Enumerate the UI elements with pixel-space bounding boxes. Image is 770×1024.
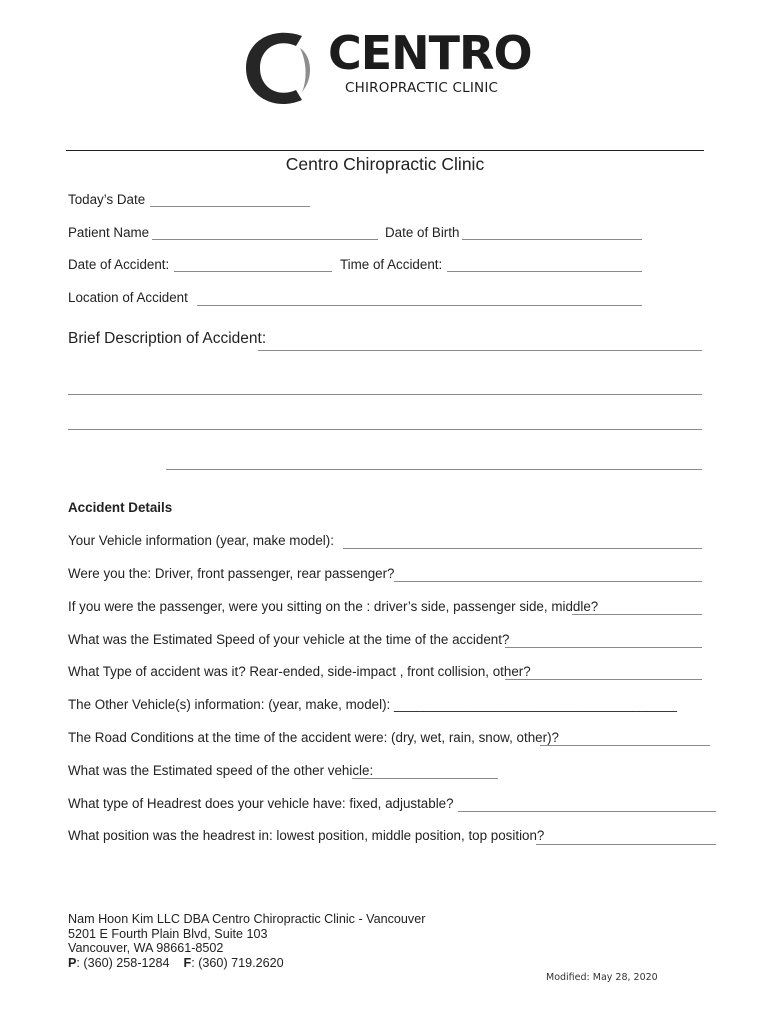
- brief-description-line-3[interactable]: [68, 429, 702, 430]
- modified-date: Modified: May 28, 2020: [546, 972, 658, 983]
- answer-other-speed[interactable]: [352, 778, 498, 779]
- footer-city-line: Vancouver, WA 98661-8502: [68, 941, 224, 955]
- question-headrest-position: What position was the headrest in: lowest position, middle position, top position?: [68, 828, 545, 843]
- brief-description-line-1[interactable]: [258, 350, 702, 351]
- patient-name-label: Patient Name: [68, 225, 150, 240]
- patient-name-field[interactable]: [152, 239, 378, 240]
- centro-c-logo-icon: [244, 28, 324, 108]
- date-of-birth-field[interactable]: [462, 239, 642, 240]
- time-of-accident-field[interactable]: [447, 271, 642, 272]
- question-road-conditions: The Road Conditions at the time of the accident were: (dry, wet, rain, snow, other)?: [68, 730, 559, 745]
- question-estimated-speed: What was the Estimated Speed of your vehicle at the time of the accident?: [68, 632, 510, 647]
- location-of-accident-label: Location of Accident: [68, 290, 188, 305]
- answer-road-conditions[interactable]: [540, 745, 710, 746]
- brief-description-line-4[interactable]: [166, 469, 702, 470]
- question-passenger-seat: If you were the passenger, were you sitting on the : driver’s side, passenger side, middle?: [68, 599, 599, 614]
- footer-street-line: 5201 E Fourth Plain Blvd, Suite 103: [68, 926, 268, 941]
- time-of-accident-label: Time of Accident:: [340, 257, 443, 272]
- document-title: Centro Chiropractic Clinic: [285, 154, 485, 174]
- answer-headrest-position[interactable]: [536, 844, 716, 845]
- fax-label: F: [183, 955, 192, 970]
- clinic-logo: [244, 28, 534, 108]
- question-other-speed: What was the Estimated speed of the other vehicle:: [68, 763, 374, 778]
- date-of-accident-label: Date of Accident:: [68, 257, 170, 272]
- phone-number: : (360) 258-1284: [76, 955, 170, 970]
- todays-date-label: Today’s Date: [68, 192, 146, 207]
- brief-description-line-2[interactable]: [68, 394, 702, 395]
- answer-estimated-speed[interactable]: [505, 647, 702, 648]
- answer-accident-type[interactable]: [505, 679, 702, 680]
- accident-details-heading: Accident Details: [68, 500, 173, 515]
- answer-passenger-seat[interactable]: [572, 614, 702, 615]
- phone-label: P: [68, 955, 77, 970]
- question-vehicle-info: Your Vehicle information (year, make model):: [68, 533, 334, 548]
- brief-description-label: Brief Description of Accident:: [68, 330, 267, 347]
- date-of-accident-field[interactable]: [174, 271, 332, 272]
- answer-vehicle-info[interactable]: [343, 548, 702, 549]
- logo-subtitle: CHIROPRACTIC CLINIC: [345, 80, 499, 96]
- question-other-vehicle: The Other Vehicle(s) information: (year, make, model): ______________________________________: [68, 697, 677, 712]
- question-headrest-type: What type of Headrest does your vehicle have: fixed, adjustable?: [68, 796, 454, 811]
- fax-number: : (360) 719.2620: [191, 955, 284, 970]
- logo-name: CENTRO: [328, 26, 532, 80]
- question-occupant-role: Were you the: Driver, front passenger, rear passenger?: [68, 566, 395, 581]
- title-rule: [66, 150, 704, 151]
- date-of-birth-label: Date of Birth: [385, 225, 460, 240]
- footer-contact-line: [68, 956, 425, 971]
- answer-occupant-role[interactable]: [394, 581, 702, 582]
- answer-headrest-type[interactable]: [458, 811, 716, 812]
- clinic-address-block: [68, 912, 425, 970]
- footer-company-line: Nam Hoon Kim LLC DBA Centro Chiropractic Clinic - Vancouver: [68, 912, 426, 926]
- question-accident-type: What Type of accident was it? Rear-ended, side-impact , front collision, other?: [68, 664, 531, 679]
- todays-date-field[interactable]: [150, 206, 310, 207]
- location-of-accident-field[interactable]: [197, 305, 642, 306]
